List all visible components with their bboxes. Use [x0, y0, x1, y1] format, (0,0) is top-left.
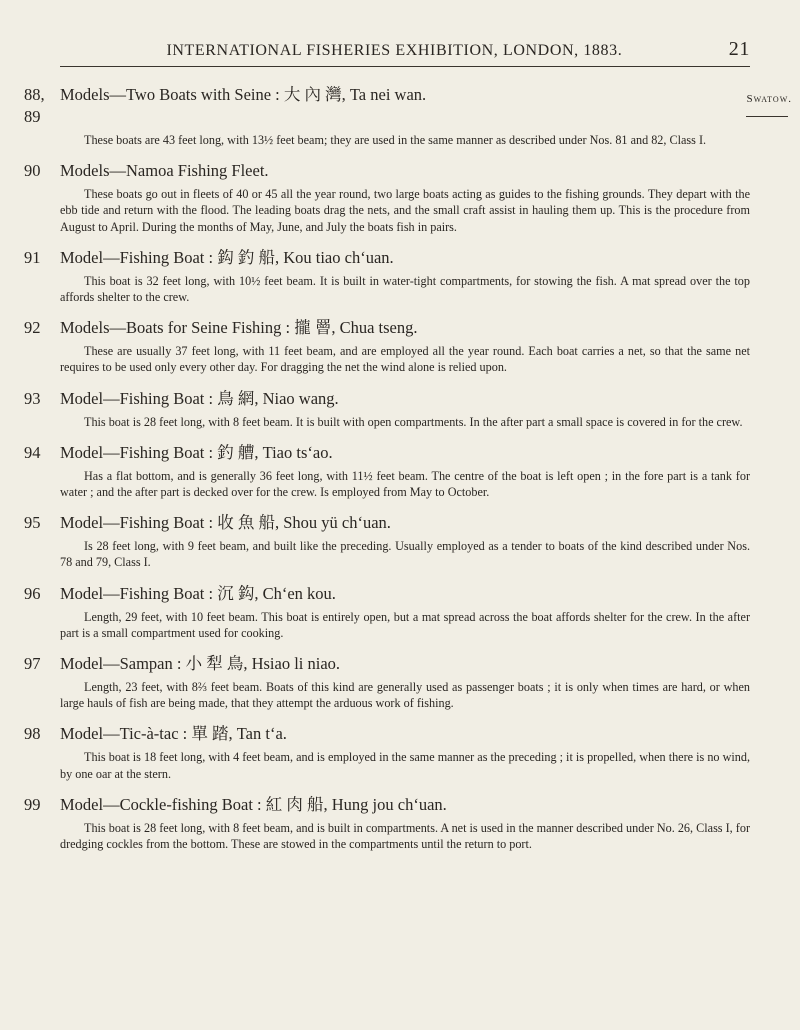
page-number: 21 — [728, 38, 750, 60]
header-title: INTERNATIONAL FISHERIES EXHIBITION, LONDON, 1883. — [166, 42, 623, 59]
entry-number: 92 — [24, 318, 41, 338]
entry-heading — [24, 442, 750, 464]
catalogue-entry — [24, 442, 750, 500]
entry-heading — [24, 84, 750, 128]
entry-title: Model—Fishing Boat : 釣 艚, Tiao ts‘ao. — [60, 442, 333, 462]
entry-heading — [24, 512, 750, 534]
entry-title: Model—Cockle-fishing Boat : 紅 肉 船, Hung jou ch‘uan. — [60, 794, 447, 814]
catalogue-entry — [24, 794, 750, 852]
entries-list — [24, 84, 750, 864]
entry-description: Is 28 feet long, with 9 feet beam, and built like the preceding. Usually employed as a tender to boats of the kind described under Nos. 78 and 79, Class I. — [60, 539, 750, 570]
entry-title: Model—Fishing Boat : 鈎 釣 船, Kou tiao ch‘uan. — [60, 247, 394, 267]
entry-number: 90 — [24, 161, 41, 181]
entry-title: Model—Fishing Boat : 沉 鈎, Ch‘en kou. — [60, 583, 336, 603]
catalogue-entry — [24, 160, 750, 235]
margin-note: Swatow. — [746, 93, 792, 105]
running-header — [60, 38, 750, 61]
entry-heading — [24, 583, 750, 605]
entry-description: This boat is 28 feet long, with 8 feet beam, and is built in compartments. A net is used in the manner described under No. 26, Class I, for dredging cockles from the bottom. These are stowed in the compartments until the return to port. — [60, 820, 750, 852]
entry-description: This boat is 18 feet long, with 4 feet beam, and is employed in the same manner as the preceding ; it is propelled, when there is no wind, by one oar at the stern. — [60, 750, 750, 781]
entry-title: Model—Tic-à-tac : 單 踏, Tan t‘a. — [60, 724, 287, 744]
entry-heading — [24, 247, 750, 269]
entry-number: 88, 89 — [24, 85, 45, 126]
catalogue-entry — [24, 653, 750, 711]
entry-number: 96 — [24, 583, 41, 603]
entry-heading — [24, 794, 750, 816]
entry-number: 91 — [24, 247, 41, 267]
entry-heading — [24, 723, 750, 745]
entry-title: Model—Sampan : 小 犁 鳥, Hsiao li niao. — [60, 654, 341, 674]
entry-title: Models—Boats for Seine Fishing : 攏 罾, Chua tseng. — [60, 318, 418, 338]
header-rule — [60, 66, 750, 67]
entry-number: 98 — [24, 724, 41, 744]
entry-number: 95 — [24, 513, 41, 533]
entry-description: These boats go out in fleets of 40 or 45 all the year round, two large boats acting as guides to the fishing grounds. They depart with the ebb tide and return with the flood. The leading boats drag the nets, and the small craft assist in hauling them up. This is the procedure from August to April. During the months of May, June, and July the boats fish in pairs. — [60, 187, 750, 234]
entry-description: Length, 23 feet, with 8⅔ feet beam. Boats of this kind are generally used as passenger boats ; it is only when times are hard, or when large hauls of fish are being made, that they attempt the arduous work of fishing. — [60, 680, 750, 711]
entry-heading — [24, 653, 750, 675]
entry-description: These boats are 43 feet long, with 13½ feet beam; they are used in the same manner as described under Nos. 81 and 82, Class I. — [84, 133, 707, 147]
catalogue-entry — [24, 723, 750, 781]
entry-description: Has a flat bottom, and is generally 36 feet long, with 11½ feet beam. The centre of the boat is left open ; in the fore part is a tank for water ; and the after part is decked over for the crew. Is employed from May to October. — [60, 468, 750, 500]
catalogue-entry — [24, 512, 750, 570]
entry-heading — [24, 317, 750, 339]
entry-title: Model—Fishing Boat : 鳥 網, Niao wang. — [60, 388, 339, 408]
entry-heading — [24, 388, 750, 410]
entry-description: These are usually 37 feet long, with 11 feet beam, and are employed all the year round. Each boat carries a net, so that the same net requires to be used only every other day. For dragging the net the wind alone is relied upon. — [60, 344, 750, 375]
entry-number: 97 — [24, 654, 41, 674]
catalogue-entry — [24, 247, 750, 305]
catalogue-entry — [24, 388, 750, 430]
catalogue-entry — [24, 84, 750, 148]
entry-title: Models—Namoa Fishing Fleet. — [60, 161, 269, 181]
entry-description: Length, 29 feet, with 10 feet beam. This boat is entirely open, but a mat spread across the boat affords shelter for the crew. In the after part is a small compartment used for cooking. — [60, 609, 750, 640]
entry-number: 99 — [24, 794, 41, 814]
entry-number: 94 — [24, 442, 41, 462]
margin-note-rule — [746, 116, 788, 117]
entry-title: Model—Fishing Boat : 收 魚 船, Shou yü ch‘uan. — [60, 513, 391, 533]
catalogue-entry — [24, 317, 750, 375]
entry-description: This boat is 32 feet long, with 10½ feet beam. It is built in water-tight compartments, for stowing the fish. A mat spread over the top affords shelter to the crew. — [60, 273, 750, 305]
entry-number: 93 — [24, 388, 41, 408]
entry-description: This boat is 28 feet long, with 8 feet beam. It is built with open compartments. In the after part a small space is covered in for the crew. — [84, 414, 743, 429]
catalogue-entry — [24, 583, 750, 641]
entry-title: Models—Two Boats with Seine : 大 內 灣, Ta nei wan. — [60, 85, 427, 104]
entry-heading — [24, 160, 750, 182]
